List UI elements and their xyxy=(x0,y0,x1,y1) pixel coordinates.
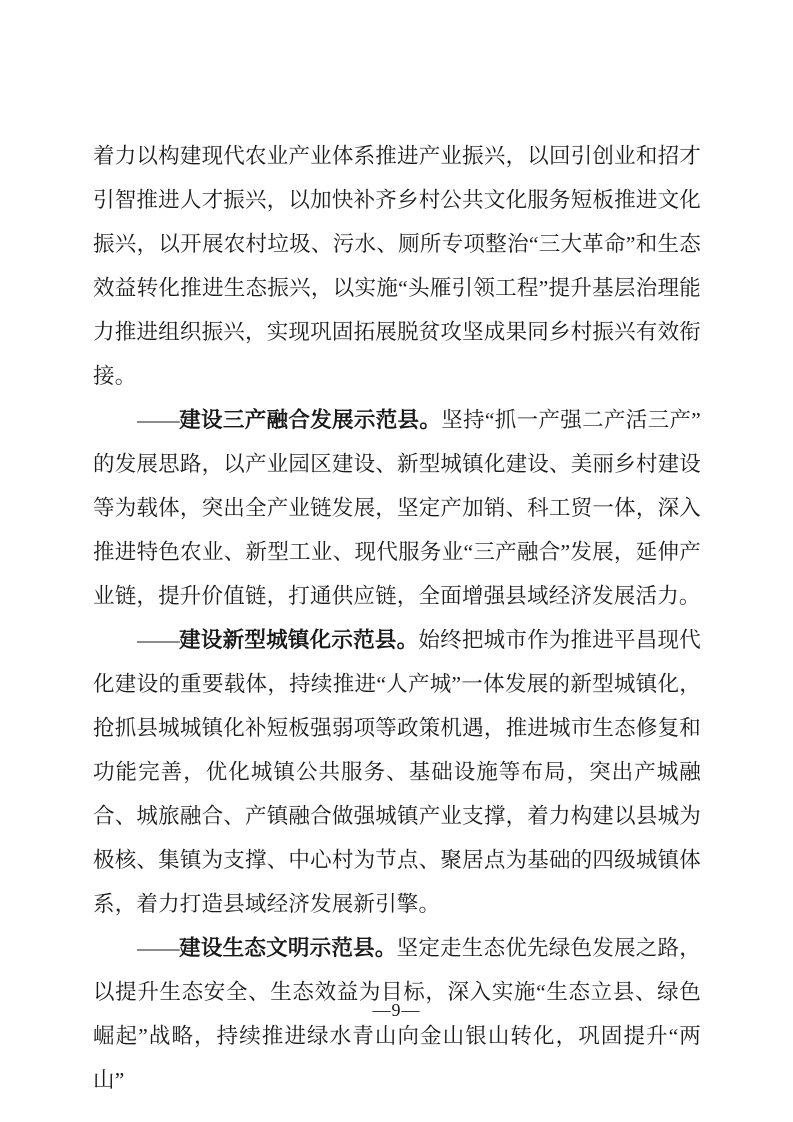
paragraph-2-text: 坚持“抓一产强二产活三产”的发展思路，以产业园区建设、新型城镇化建设、美丽乡村建设等为载体，突出全产业链发展，坚定产加销、科工贸一体，深入推进特色农业、新型工业、现代服务业“三产融合”发展，延伸产业链，提升价值链，打通供应链，全面增强县域经济发展活力。 xyxy=(93,408,701,608)
paragraph-4-dash: —— xyxy=(137,936,180,960)
paragraph-2-dash: —— xyxy=(137,408,180,432)
paragraph-1-text: 着力以构建现代农业产业体系推进产业振兴，以回引创业和招才引智推进人才振兴，以加快补齐乡村公共文化服务短板推进文化振兴，以开展农村垃圾、污水、厕所专项整治“三大革命”和生态效益转化推进生态振兴，以实施“头雁引领工程”提升基层治理能力推进组织振兴，实现巩固拓展脱贫攻坚成果同乡村振兴有效衔接。 xyxy=(93,144,701,388)
paragraph-3 xyxy=(93,618,701,926)
paragraph-4-lead: 建设生态文明示范县。 xyxy=(179,936,397,960)
paragraph-4-text: 坚定走生态优先绿色发展之路，以提升生态安全、生态效益为目标，深入实施“生态立县、绿色崛起”战略，持续推进绿水青山向金山银山转化，巩固提升“两山” xyxy=(93,936,701,1092)
paragraph-3-lead: 建设新型城镇化示范县。 xyxy=(179,628,419,652)
document-body xyxy=(93,134,701,1102)
paragraph-1 xyxy=(93,134,701,398)
page-number: —9— xyxy=(372,1000,421,1020)
paragraph-2-lead: 建设三产融合发展示范县。 xyxy=(179,408,442,432)
paragraph-3-dash: —— xyxy=(137,628,180,652)
paragraph-3-text: 始终把城市作为推进平昌现代化建设的重要载体，持续推进“人产城”一体发展的新型城镇化，抢抓县城城镇化补短板强弱项等政策机遇，推进城市生态修复和功能完善，优化城镇公共服务、基础设施等布局，突出产城融合、城旅融合、产镇融合做强城镇产业支撑，着力构建以县城为极核、集镇为支撑、中心村为节点、聚居点为基础的四级城镇体系，着力打造县域经济发展新引擎。 xyxy=(93,628,701,916)
paragraph-2 xyxy=(93,398,701,618)
